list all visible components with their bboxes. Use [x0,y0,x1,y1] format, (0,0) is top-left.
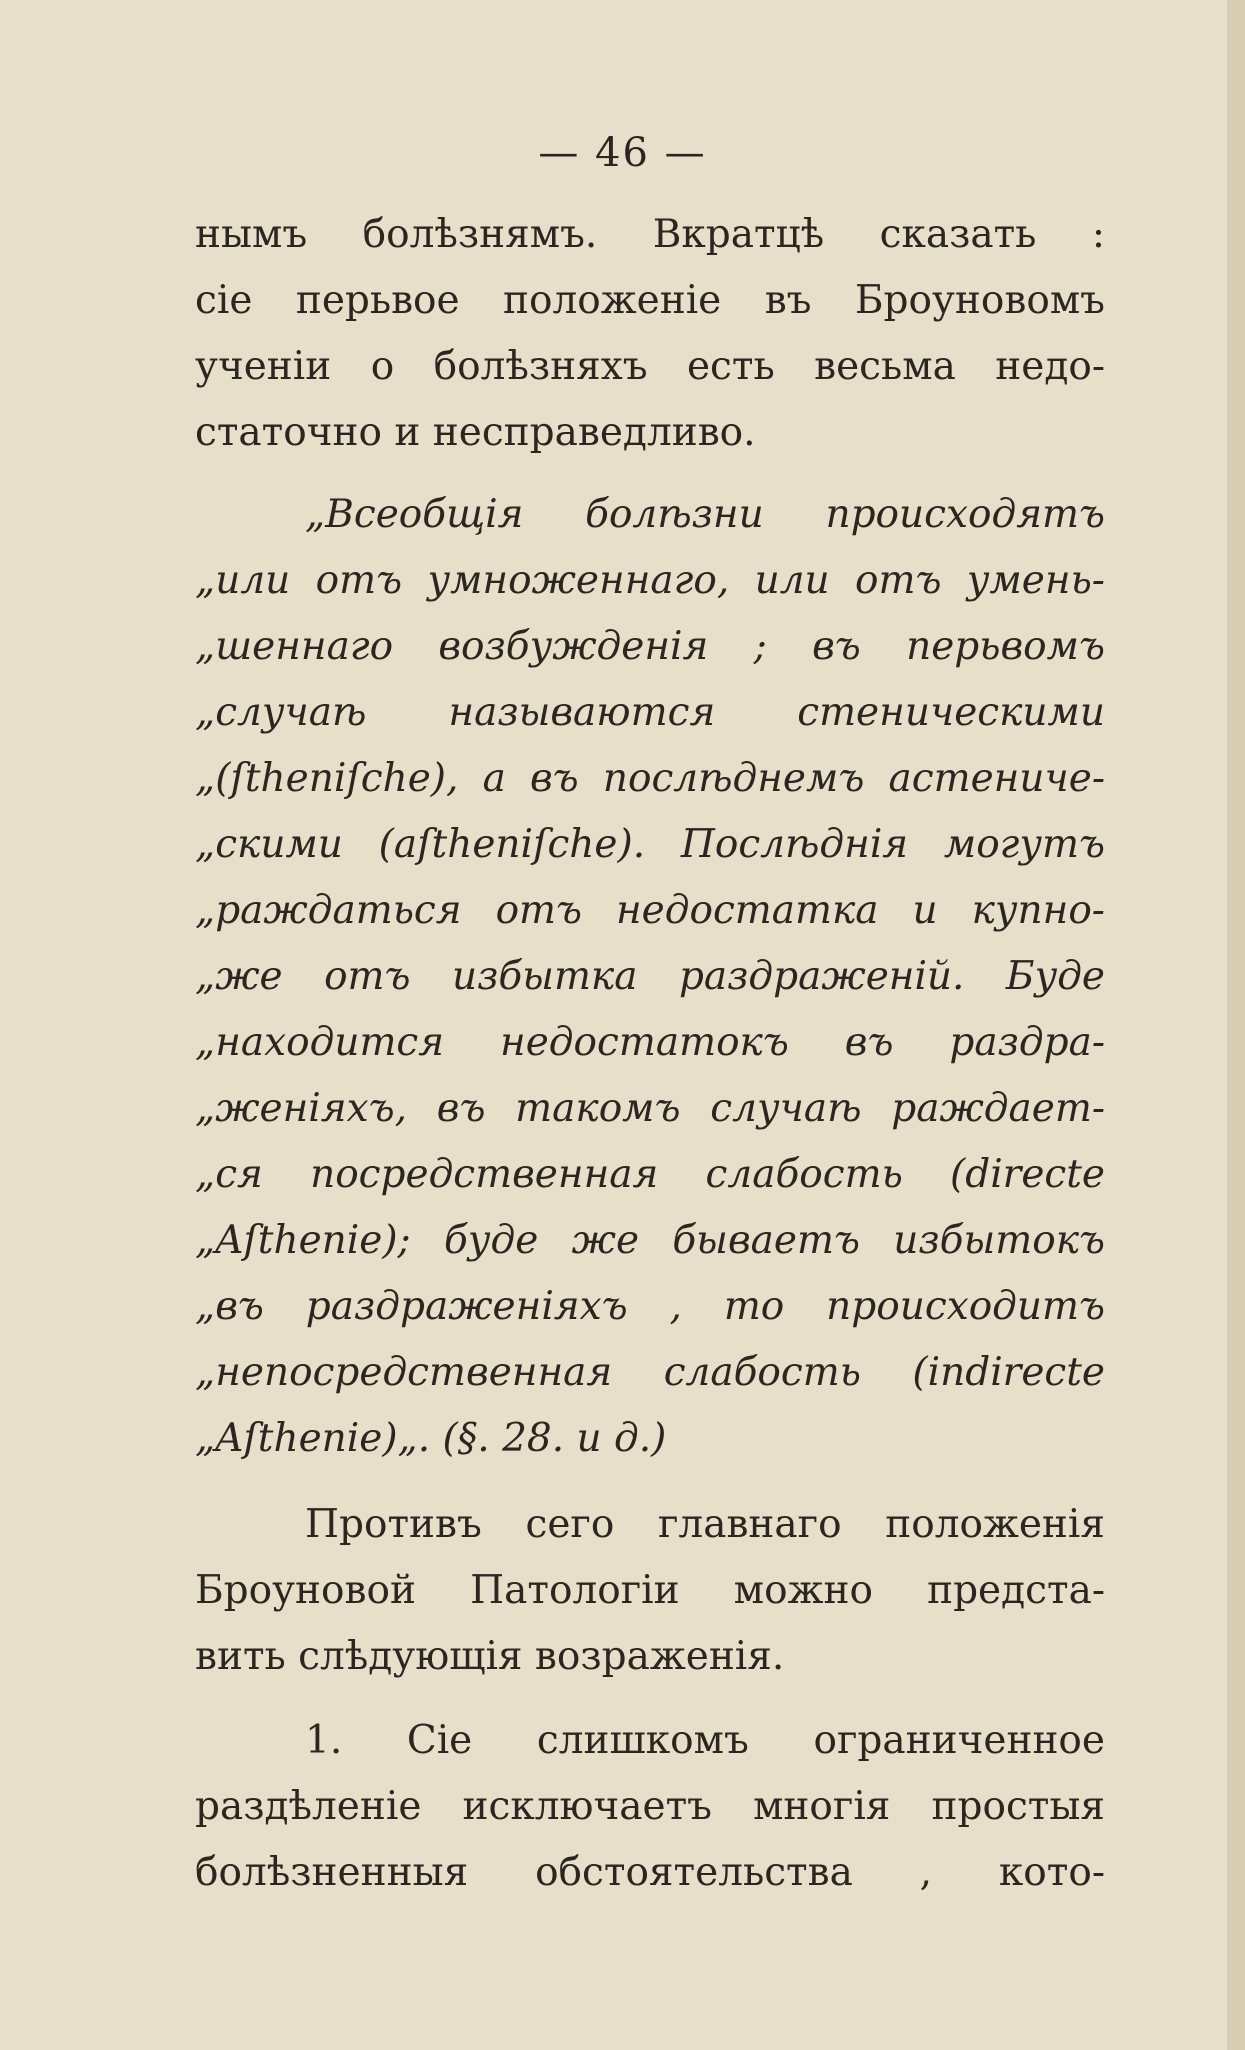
quote-line-3: „шеннаго возбужденія ; въ перьвомъ [195,624,1105,669]
quote-line-15: „Aſthenie)„. (§. 28. и д.) [195,1416,667,1461]
quote-line-6: „скими (aſtheniſche). Послѣднія могутъ [195,822,1105,867]
quote-line-7: „раждаться отъ недостатка и купно- [195,888,1105,933]
quote-line-14: „непосредственная слабость (indirecte [195,1350,1105,1395]
quote-line-8: „же отъ избытка раздраженій. Буде [195,954,1105,999]
text-line-9: раздѣленіе исключаетъ многія простыя [195,1784,1105,1829]
text-line-10: болѣзненныя обстоятельства , кото- [195,1850,1105,1895]
quote-line-1: „Всеобщія болѣзни происходятъ [305,492,1105,537]
text-line-8: 1. Сіе слишкомъ ограниченное [305,1718,1105,1763]
page-binding-edge [1227,0,1245,2050]
text-line-2: сіе перьвое положеніе въ Броуновомъ [195,278,1105,323]
text-line-1: нымъ болѣзнямъ. Вкратцѣ сказать : [195,212,1105,257]
quote-line-9: „находится недостатокъ въ раздра- [195,1020,1105,1065]
text-line-7: вить слѣдующія возраженія. [195,1634,785,1679]
quote-line-4: „случаѣ называются стеническими [195,690,1105,735]
text-line-4: статочно и несправедливо. [195,410,756,455]
quote-line-10: „женіяхъ, въ такомъ случаѣ раждает- [195,1086,1105,1131]
quote-line-13: „въ раздраженіяхъ , то происходитъ [195,1284,1105,1329]
quote-line-2: „или отъ умноженнаго, или отъ умень- [195,558,1105,603]
page-number: — 46 — [538,130,707,176]
text-line-3: ученіи о болѣзняхъ есть весьма недо- [195,344,1105,389]
quote-line-11: „ся посредственная слабость (directe [195,1152,1105,1197]
text-line-5: Противъ сего главнаго положенія [305,1502,1105,1547]
quote-line-12: „Aſthenie); буде же бываетъ избытокъ [195,1218,1105,1263]
text-line-6: Броуновой Патологіи можно предста- [195,1568,1105,1613]
quote-line-5: „(ſtheniſche), а въ послѣднемъ астениче- [195,756,1105,801]
